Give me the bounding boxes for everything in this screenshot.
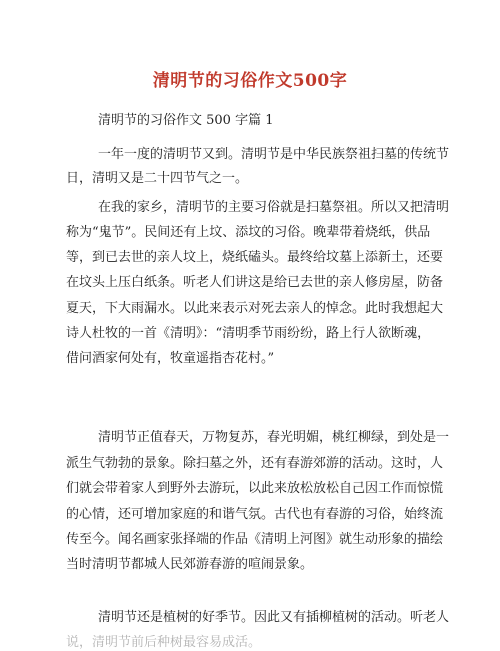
paragraph-3-line-5: 传至今。闻名画家张择端的作品《清明上河图》就生动形象的描绘 [66, 532, 444, 547]
paragraph-3-line-2: 派生气勃勃的景象。除扫墓之外，还有春游郊游的活动。这时，人 [66, 456, 444, 471]
paragraph-3-line-1: 清明节正值春天，万物复苏，春光明媚，桃红柳绿，到处是一 [98, 430, 450, 445]
paragraph-3-line-4: 的心情，还可增加家庭的和谐气氛。古代也有春游的习俗，始终流 [66, 507, 444, 522]
paragraph-2-line-3: 等，到已去世的亲人坟上，烧纸磕头。最终给坟墓上添新土，还要 [66, 250, 444, 265]
paragraph-3-line-3: 们就会带着家人到野外去游玩，以此来放松放松自己因工作而惊慌 [66, 481, 444, 496]
paragraph-2-line-6: 诗人杜牧的一首《清明》：“清明季节雨纷纷，路上行人欲断魂， [66, 326, 431, 341]
paragraph-4-line-1: 清明节还是植树的好季节。因此又有插柳植树的活动。听老人 [98, 610, 450, 625]
paragraph-1-line-2: 日，清明又是二十四节气之一。 [66, 171, 249, 186]
paragraph-1-line-1: 一年一度的清明节又到。清明节是中华民族祭祖扫墓的传统节 [98, 147, 450, 162]
paragraph-4-line-2-cropped: 说，清明节前后种树最容易成活。 [66, 635, 262, 650]
paragraph-2-line-2: 称为“鬼节”。民间还有上坟、添坟的习俗。晚辈带着烧纸，供品 [66, 225, 431, 240]
paragraph-2-line-4: 在坟头上压白纸条。听老人们讲这是给已去世的亲人修房屋，防备 [66, 275, 444, 290]
paragraph-3-line-6: 当时清明节都城人民郊游春游的喧闹景象。 [66, 557, 314, 572]
document-title: 清明节的习俗作文500字 [152, 71, 348, 91]
paragraph-2-line-5: 夏天，下大雨漏水。以此来表示对死去亲人的悼念。此时我想起大 [66, 301, 444, 316]
paragraph-2-line-7: 借问酒家何处有，牧童遥指杏花村。” [66, 351, 275, 366]
paragraph-2-line-1: 在我的家乡，清明节的主要习俗就是扫墓祭祖。所以又把清明 [98, 200, 450, 215]
essay-heading: 清明节的习俗作文 500 字篇 1 [98, 113, 274, 128]
